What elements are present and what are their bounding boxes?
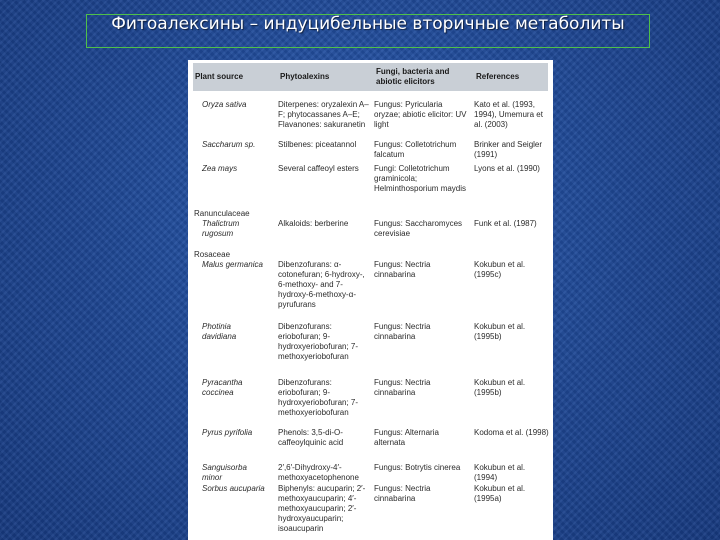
reference-cell: Kokubun et al. (1995b) [474,322,526,341]
phytoalexin-cell: 2′,6′-Dihydroxy-4′-methoxyacetophenone [278,463,359,482]
reference-cell: Kato et al. (1993, 1994), Umemura et al. (2003) [474,100,543,129]
plant-source-cell: Saccharum sp. [202,140,256,149]
plant-source-cell: Pyracantha coccinea [202,378,243,397]
reference-cell: Kodoma et al. (1998) [474,428,549,437]
elicitor-cell: Fungus: Botrytis cinerea [374,463,461,472]
phytoalexin-cell: Dibenzofurans: α-cotonefuran; 6-hydroxy-, 6-methoxy- and 7-hydroxy-6-methoxy-α-pyrufurans [278,260,365,309]
plant-family-label: Ranunculaceae [194,209,250,218]
header-references: References [476,72,520,81]
elicitor-cell: Fungus: Colletotrichum falcatum [374,140,457,159]
plant-source-cell: Photinia davidiana [202,322,237,341]
phytoalexin-cell: Several caffeoyl esters [278,164,359,173]
elicitor-cell: Fungus: Nectria cinnabarina [374,378,431,397]
reference-cell: Brinker and Seigler (1991) [474,140,543,159]
phytoalexin-cell: Dibenzofurans: eriobofuran; 9-hydroxyeriobofuran; 7-methoxyeriobofuran [278,322,359,361]
elicitor-cell: Fungus: Nectria cinnabarina [374,260,431,279]
table-image [188,60,553,540]
reference-cell: Lyons et al. (1990) [474,164,540,173]
reference-cell: Funk et al. (1987) [474,219,537,228]
phytoalexin-cell: Stilbenes: piceatannol [278,140,357,149]
plant-source-cell: Malus germanica [202,260,263,269]
elicitor-cell: Fungus: Nectria cinnabarina [374,484,431,503]
elicitor-cell: Fungus: Alternaria alternata [374,428,439,447]
header-phytoalexins: Phytoalexins [280,72,330,81]
plant-source-cell: Zea mays [202,164,238,173]
elicitor-cell: Fungus: Pyricularia oryzae; abiotic elicitor: UV light [374,100,467,129]
reference-cell: Kokubun et al. (1995c) [474,260,526,279]
phytoalexin-cell: Diterpenes: oryzalexin A–F; phytocassanes A–E; Flavanones: sakuranetin [278,100,369,129]
phytoalexin-cell: Biphenyls: aucuparin; 2′-methoxyaucuparin; 4′-methoxyaucuparin; 2′-hydroxyaucuparin; isoaucuparin [278,484,366,533]
plant-source-cell: Sanguisorba minor [202,463,247,482]
reference-cell: Kokubun et al. (1994) [474,463,526,482]
elicitor-cell: Fungus: Saccharomyces cerevisiae [374,219,463,238]
elicitor-cell: Fungus: Nectria cinnabarina [374,322,431,341]
reference-cell: Kokubun et al. (1995a) [474,484,526,503]
header-plant-source: Plant source [195,72,244,81]
plant-family-label: Rosaceae [194,250,231,259]
elicitor-cell: Fungi: Colletotrichum graminicola; Helminthosporium maydis [374,164,467,193]
plant-source-cell: Thalictrum rugosum [202,219,240,238]
header-elicitors: Fungi, bacteria and abiotic elicitors [376,67,450,86]
table-header [193,63,548,91]
plant-source-cell: Sorbus aucuparia [202,484,265,493]
plant-source-cell: Pyrus pyrifolia [202,428,253,437]
phytoalexin-cell: Phenols: 3,5-di-O-caffeoylquinic acid [278,428,344,447]
slide-title: Фитоалексины – индуцибельные вторичные метаболиты [86,14,650,48]
phytoalexin-cell: Alkaloids: berberine [278,219,349,228]
phytoalexin-cell: Dibenzofurans: eriobofuran; 9-hydroxyeriobofuran; 7-methoxyeriobofuran [278,378,359,417]
reference-cell: Kokubun et al. (1995b) [474,378,526,397]
plant-source-cell: Oryza sativa [202,100,247,109]
